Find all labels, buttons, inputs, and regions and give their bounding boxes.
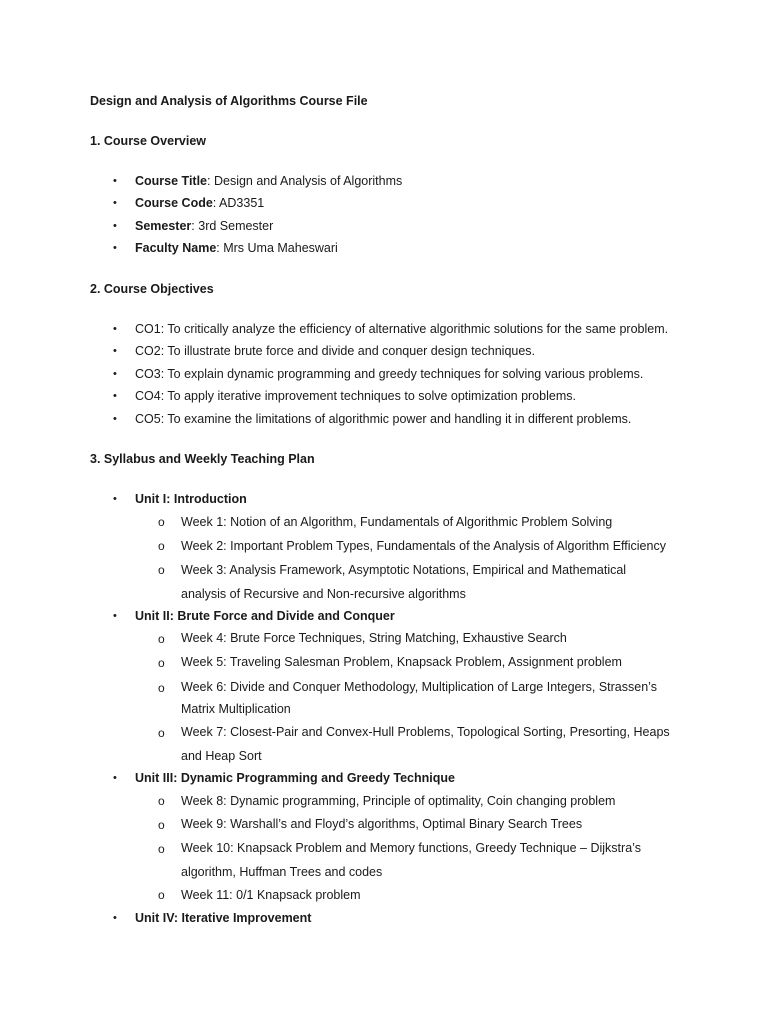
document-title: Design and Analysis of Algorithms Course File xyxy=(90,94,368,108)
list-item: CO1: To critically analyze the efficiency of alternative algorithmic solutions for the same problem. xyxy=(135,322,669,336)
bullet-icon: • xyxy=(113,368,117,380)
unit-title xyxy=(135,492,247,506)
item-label: Course Title xyxy=(135,174,208,188)
week-item: Week 5: Traveling Salesman Problem, Knapsack Problem, Assignment problem xyxy=(181,655,622,669)
bullet-icon: • xyxy=(113,220,117,232)
week-item: Week 11: 0/1 Knapsack problem xyxy=(181,888,361,902)
week-item: Week 10: Knapsack Problem and Memory functions, Greedy Technique – Dijkstra’s xyxy=(181,841,641,855)
item-value: : Design and Analysis of Algorithms xyxy=(207,174,403,188)
bullet-icon: • xyxy=(113,323,117,335)
item-label: Semester xyxy=(135,219,192,233)
list-item xyxy=(135,196,264,210)
unit-label: Unit III: Dynamic Programming and Greedy Technique xyxy=(135,771,455,785)
circle-bullet-icon: o xyxy=(158,563,165,577)
week-item-continued: and Heap Sort xyxy=(181,749,262,763)
section-heading-overview: 1. Course Overview xyxy=(90,134,207,148)
week-item: Week 3: Analysis Framework, Asymptotic Notations, Empirical and Mathematical xyxy=(181,563,627,577)
week-item: Week 6: Divide and Conquer Methodology, Multiplication of Large Integers, Strassen’s xyxy=(181,680,657,694)
unit-label: Unit IV: Iterative Improvement xyxy=(135,911,312,925)
bullet-icon: • xyxy=(113,610,117,622)
circle-bullet-icon: o xyxy=(158,842,165,856)
circle-bullet-icon: o xyxy=(158,794,165,808)
circle-bullet-icon: o xyxy=(158,656,165,670)
bullet-icon: • xyxy=(113,175,117,187)
list-item: CO4: To apply iterative improvement techniques to solve optimization problems. xyxy=(135,389,576,403)
unit-title xyxy=(135,911,311,925)
list-item xyxy=(135,219,273,233)
list-item: CO5: To examine the limitations of algorithmic power and handling it in different problems. xyxy=(135,412,632,426)
list-item: CO2: To illustrate brute force and divide and conquer design techniques. xyxy=(135,344,536,358)
circle-bullet-icon: o xyxy=(158,515,165,529)
item-value: : Mrs Uma Maheswari xyxy=(216,241,338,255)
circle-bullet-icon: o xyxy=(158,632,165,646)
unit-title xyxy=(135,771,455,785)
week-item-continued: Matrix Multiplication xyxy=(181,702,291,716)
circle-bullet-icon: o xyxy=(158,818,165,832)
list-item xyxy=(135,241,338,255)
unit-label: Unit I: Introduction xyxy=(135,492,247,506)
list-item xyxy=(135,174,402,188)
circle-bullet-icon: o xyxy=(158,726,165,740)
circle-bullet-icon: o xyxy=(158,888,165,902)
bullet-icon: • xyxy=(113,413,117,425)
week-item: Week 7: Closest-Pair and Convex-Hull Problems, Topological Sorting, Presorting, Heaps xyxy=(181,725,670,739)
item-label: Course Code xyxy=(135,196,213,210)
bullet-icon: • xyxy=(113,242,117,254)
unit-label: Unit II: Brute Force and Divide and Conquer xyxy=(135,609,395,623)
week-item: Week 9: Warshall’s and Floyd’s algorithms, Optimal Binary Search Trees xyxy=(181,817,583,831)
bullet-icon: • xyxy=(113,493,117,505)
week-item: Week 1: Notion of an Algorithm, Fundamentals of Algorithmic Problem Solving xyxy=(181,515,613,529)
unit-title xyxy=(135,609,395,623)
week-item: Week 8: Dynamic programming, Principle of optimality, Coin changing problem xyxy=(181,794,616,808)
bullet-icon: • xyxy=(113,197,117,209)
circle-bullet-icon: o xyxy=(158,539,165,553)
bullet-icon: • xyxy=(113,912,117,924)
week-item: Week 4: Brute Force Techniques, String Matching, Exhaustive Search xyxy=(181,631,567,645)
bullet-icon: • xyxy=(113,390,117,402)
section-heading-syllabus: 3. Syllabus and Weekly Teaching Plan xyxy=(90,452,315,466)
item-value: : 3rd Semester xyxy=(191,219,274,233)
week-item-continued: analysis of Recursive and Non-recursive algorithms xyxy=(181,587,466,601)
bullet-icon: • xyxy=(113,345,117,357)
item-label: Faculty Name xyxy=(135,241,217,255)
bullet-icon: • xyxy=(113,772,117,784)
week-item-continued: algorithm, Huffman Trees and codes xyxy=(181,865,383,879)
circle-bullet-icon: o xyxy=(158,681,165,695)
section-heading-objectives: 2. Course Objectives xyxy=(90,282,214,296)
item-value: : AD3351 xyxy=(212,196,265,210)
list-item: CO3: To explain dynamic programming and greedy techniques for solving various problems. xyxy=(135,367,644,381)
week-item: Week 2: Important Problem Types, Fundamentals of the Analysis of Algorithm Efficiency xyxy=(181,539,666,553)
